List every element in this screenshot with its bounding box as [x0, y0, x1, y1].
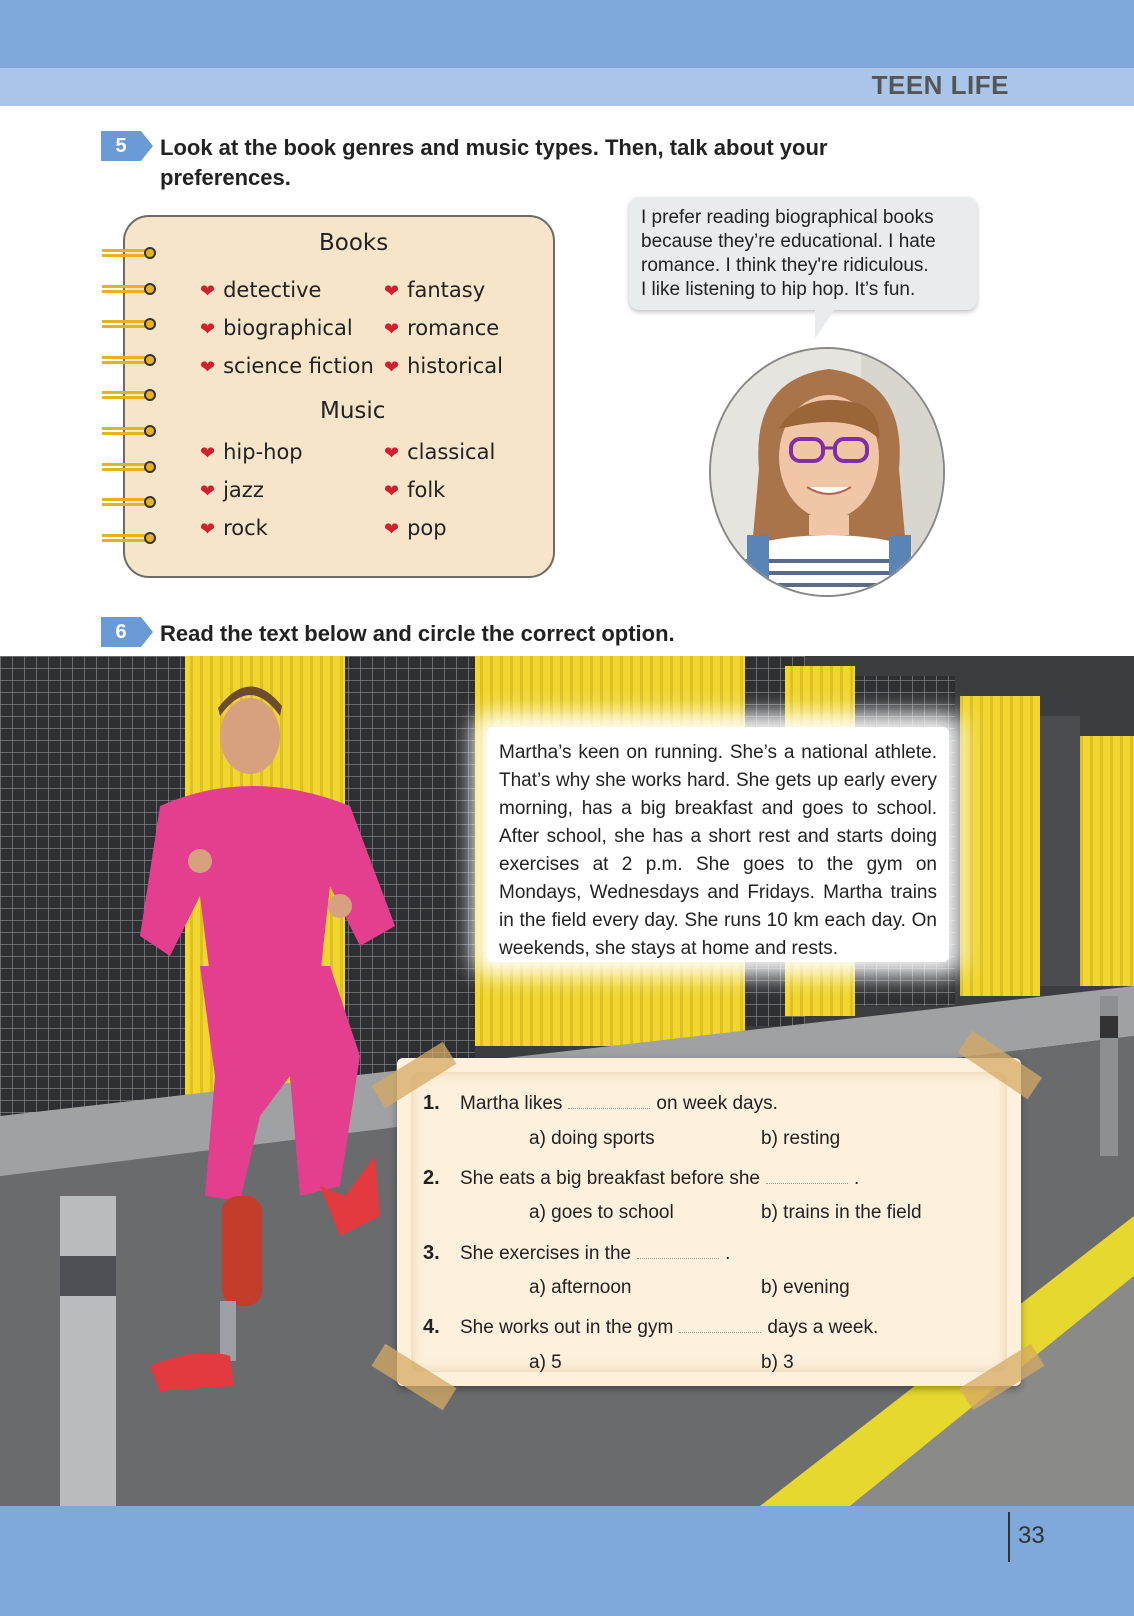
option-b[interactable]: b) evening — [761, 1277, 850, 1298]
bubble-line: because they’re educational. I hate — [641, 231, 936, 252]
exercise-6-badge — [101, 617, 153, 647]
genre-item: ❤ biographical — [200, 316, 353, 340]
genre-item: ❤ fantasy — [384, 278, 486, 302]
heart-icon: ❤ — [200, 443, 216, 464]
page-number: 33 — [1018, 1522, 1045, 1549]
exercise-number: 5 — [101, 131, 141, 161]
question-number: 1. — [423, 1092, 440, 1114]
exercise-5-instruction-line1: Look at the book genres and music types. Then, talk about your — [160, 135, 828, 160]
genre-item: ❤ romance — [384, 316, 500, 340]
option-a[interactable]: a) doing sports — [529, 1128, 655, 1149]
answer-blank[interactable] — [568, 1108, 650, 1109]
music-item: ❤ jazz — [200, 478, 264, 502]
bubble-line: romance. I think they're ridiculous. — [641, 255, 929, 276]
heart-icon: ❤ — [384, 519, 400, 540]
exercise-5-instruction-line2: preferences. — [160, 165, 291, 190]
answer-blank[interactable] — [766, 1183, 848, 1184]
notebook-ring — [102, 532, 156, 544]
option-b[interactable]: b) 3 — [761, 1352, 794, 1373]
heart-icon: ❤ — [200, 481, 216, 502]
genre-item: ❤ historical — [384, 354, 503, 378]
option-a[interactable]: a) 5 — [529, 1352, 562, 1373]
question-number: 2. — [423, 1167, 440, 1189]
heart-icon: ❤ — [200, 281, 216, 302]
notebook-ring — [102, 425, 156, 437]
question-text: She works out in the gym days a week. — [460, 1317, 879, 1338]
books-heading: Books — [319, 230, 389, 256]
music-heading: Music — [320, 398, 386, 424]
bubble-line: I prefer reading biographical books — [641, 207, 934, 228]
girl-portrait — [709, 347, 945, 597]
answer-blank[interactable] — [637, 1258, 719, 1259]
exercise-5-badge — [101, 131, 153, 161]
speech-bubble-tail — [815, 309, 835, 339]
option-b[interactable]: b) resting — [761, 1128, 841, 1149]
notebook-ring — [102, 461, 156, 473]
music-item: ❤ folk — [384, 478, 446, 502]
exercise-number: 6 — [101, 617, 141, 647]
genre-notebook — [123, 215, 555, 578]
answer-blank[interactable] — [679, 1332, 761, 1333]
heart-icon: ❤ — [384, 481, 400, 502]
heart-icon: ❤ — [200, 357, 216, 378]
question-text: Martha likes on week days. — [460, 1093, 778, 1114]
notebook-ring — [102, 283, 156, 295]
genre-item: ❤ science fiction — [200, 354, 374, 378]
notebook-ring — [102, 247, 156, 259]
heart-icon: ❤ — [384, 281, 400, 302]
heart-icon: ❤ — [384, 357, 400, 378]
notebook-ring — [102, 389, 156, 401]
speech-bubble — [629, 197, 977, 310]
question-number: 4. — [423, 1316, 440, 1338]
bubble-line: I like listening to hip hop. It’s fun. — [641, 279, 916, 300]
heart-icon: ❤ — [200, 519, 216, 540]
badge-arrow — [141, 131, 153, 161]
badge-arrow — [141, 617, 153, 647]
genre-item: ❤ detective — [200, 278, 322, 302]
option-b[interactable]: b) trains in the field — [761, 1202, 922, 1223]
music-item: ❤ rock — [200, 516, 268, 540]
notebook-ring — [102, 354, 156, 366]
option-a[interactable]: a) afternoon — [529, 1277, 632, 1298]
heart-icon: ❤ — [384, 319, 400, 340]
footer-band — [0, 1506, 1134, 1616]
music-item: ❤ classical — [384, 440, 496, 464]
music-item: ❤ hip-hop — [200, 440, 303, 464]
reading-text: Martha’s keen on running. She’s a national athlete. That’s why she works hard. She gets up early every morning, has a big breakfast and goes to school. After school, she has a short rest and starts doing exercises at 2 p.m. She goes to the gym on Mondays, Wednesdays and Fridays. Martha trains in the field every day. She runs 10 km each day. On weekends, she stays at home and rests. — [487, 727, 949, 962]
notebook-ring — [102, 318, 156, 330]
question-text: She eats a big breakfast before she . — [460, 1168, 860, 1189]
heart-icon: ❤ — [200, 319, 216, 340]
section-title: TEEN LIFE — [871, 70, 1009, 100]
question-number: 3. — [423, 1242, 440, 1264]
header-band — [0, 0, 1134, 68]
page-number-rule — [1008, 1512, 1010, 1562]
music-item: ❤ pop — [384, 516, 447, 540]
option-a[interactable]: a) goes to school — [529, 1202, 674, 1223]
exercise-6-instruction: Read the text below and circle the correct option. — [160, 621, 675, 646]
question-text: She exercises in the . — [460, 1243, 731, 1264]
notebook-ring — [102, 496, 156, 508]
heart-icon: ❤ — [384, 443, 400, 464]
